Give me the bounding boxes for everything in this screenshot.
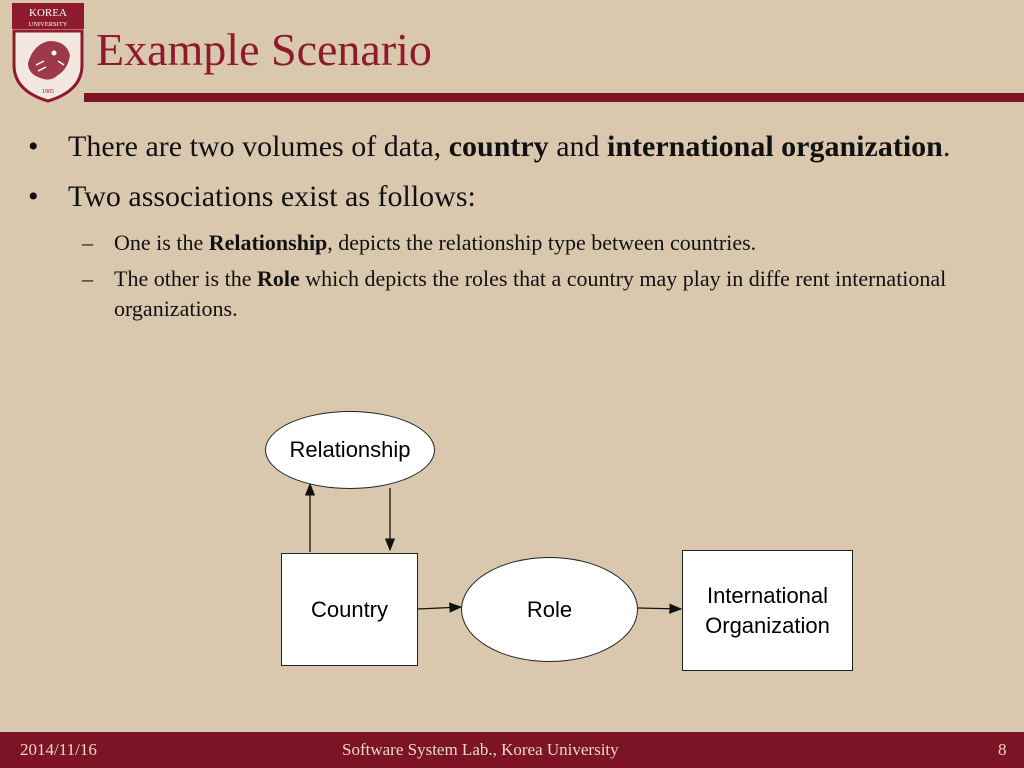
svg-text:1905: 1905	[42, 89, 54, 95]
sub-bullet-item: – One is the Relationship, depicts the relationship type between countries.	[28, 228, 998, 258]
dash-mark: –	[82, 230, 93, 255]
dash-mark: –	[82, 266, 93, 291]
role-node: Role	[461, 557, 638, 662]
korea-university-logo	[10, 3, 86, 103]
title-divider	[84, 93, 1024, 102]
bullet-dot: •	[28, 130, 39, 163]
relationship-node: Relationship	[265, 411, 435, 489]
bullet-dot: •	[28, 180, 39, 213]
arrow-role-to-organization	[638, 608, 681, 609]
svg-text:KOREA: KOREA	[29, 7, 67, 19]
footer-center-text: Software System Lab., Korea University	[342, 740, 619, 759]
footer-page-number: 8	[998, 740, 1007, 759]
slide-footer	[0, 732, 1024, 768]
sub-bullet-item: – The other is the Role which depicts the roles that a country may play in diffe rent international organizations.	[82, 266, 947, 321]
bullet-item: • Two associations exist as follows:	[28, 178, 998, 216]
footer-date: 2014/11/16	[20, 740, 97, 759]
bullet-item: • There are two volumes of data, country and international organization.	[28, 128, 998, 166]
international-organization-node: International Organization	[682, 550, 853, 671]
arrow-country-to-role	[418, 607, 461, 609]
country-node: Country	[281, 553, 418, 666]
svg-text:UNIVERSITY: UNIVERSITY	[28, 21, 68, 28]
slide-content	[28, 128, 998, 330]
slide-title: Example Scenario	[96, 24, 432, 75]
